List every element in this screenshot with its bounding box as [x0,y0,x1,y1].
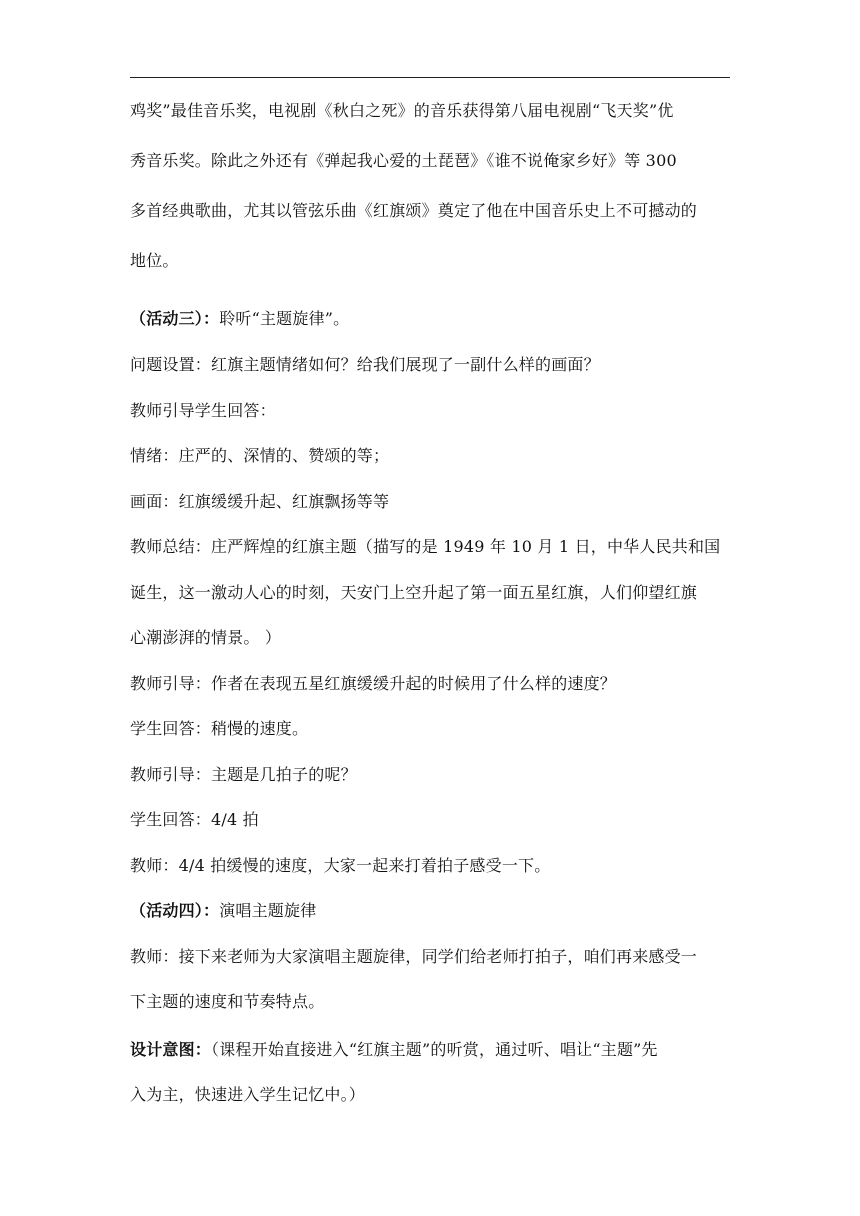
body-text [130,99,730,1118]
text-line: 下主题的速度和节奏特点。 [130,992,325,1011]
emotion-line: 情绪：庄严的、深情的、赞颂的等； [130,446,390,465]
intent-label: 设计意图： [130,1039,212,1059]
question-setup: 问题设置：红旗主题情绪如何？给我们展现了一副什么样的画面？ [130,355,600,374]
header-rule [130,77,730,78]
teacher-guide: 教师引导：主题是几拍子的呢？ [130,764,357,784]
scene-line: 画面：红旗缓缓升起、红旗飘扬等等 [130,491,390,511]
activity-label: （活动四）： [130,901,220,920]
text-line: 教师：接下来老师为大家演唱主题旋律，同学们给老师打拍子，咱们再来感受一 [130,946,698,966]
q-and-a-block [130,342,730,524]
text-line: 诞生，这一激动人心的时刻，天安门上空升起了第一面五星红旗，人们仰望红旗 [130,582,698,602]
activity-text: 演唱主题旋律 [219,901,317,920]
text-line: 鸡奖”最佳音乐奖，电视剧《秋白之死》的音乐获得第八届电视剧“飞天奖”优 [130,101,674,120]
activity-label: （活动三）： [130,309,220,328]
intent-text: （课程开始直接进入“红旗主题”的听赏，通过听、唱让“主题”先 [211,1039,658,1059]
text-line [130,1027,730,1073]
paragraph-biography [130,86,730,286]
text-line: 多首经典歌曲，尤其以管弦乐曲《红旗颂》奠定了他在中国音乐史上不可撼动的 [130,201,698,220]
activity-three-heading [130,294,730,344]
design-intent [130,1027,730,1118]
teacher-performance [130,934,730,1025]
student-answer: 学生回答：稍慢的速度。 [130,719,309,738]
text-line: 地位。 [130,251,179,270]
teacher-guide: 教师引导：作者在表现五星红旗缓缓升起的时候用了什么样的速度？ [130,673,617,693]
text-line: 秀音乐奖。除此之外还有《弹起我心爱的土琵琶》《谁不说俺家乡好》等 300 [130,151,677,170]
student-answer: 学生回答：4/4 拍 [130,810,259,829]
text-line: 教师总结：庄严辉煌的红旗主题（描写的是 1949 年 10 月 1 日，中华人民共和国 [130,537,721,556]
activity-four-heading [130,888,730,934]
teacher-line: 教师：4/4 拍缓慢的速度，大家一起来打着拍子感受一下。 [130,855,551,875]
activity-text: 聆听“主题旋律”。 [219,309,350,328]
teacher-summary [130,524,730,661]
guided-questions [130,661,730,889]
text-line: 入为主，快速进入学生记忆中。） [130,1085,366,1104]
teacher-guide: 教师引导学生回答： [130,400,276,420]
text-line: 心潮澎湃的情景。 ） [130,628,282,647]
